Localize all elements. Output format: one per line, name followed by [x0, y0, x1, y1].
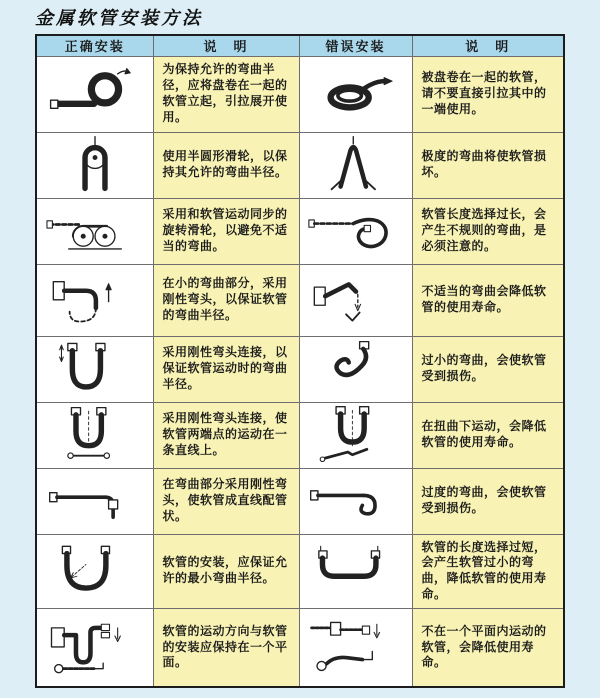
- correct-description-cell: [153, 468, 299, 534]
- table-row: [36, 402, 564, 468]
- correct-description-cell: [153, 198, 299, 264]
- straight-run-rigid-elbow-icon: [45, 470, 145, 528]
- wrong-description-text: 软管长度选择过长，会产生不规则的弯曲，是必须注意的。: [421, 207, 547, 253]
- table-row: [36, 468, 564, 534]
- wrong-description-text: 不在一个平面内运动的软管，会降低使用寿命。: [421, 623, 547, 670]
- table-row: [36, 198, 564, 264]
- wrong-illustration-cell: [299, 132, 412, 198]
- wrong-description-text: 不适当的弯曲会降低软管的使用寿命。: [421, 284, 547, 314]
- wrong-illustration-cell: [299, 336, 412, 402]
- correct-description-text: 使用半圆形滑轮，以保持其允许的弯曲半径。: [162, 149, 288, 179]
- table-row: [36, 264, 564, 336]
- correct-illustration-cell: [36, 608, 153, 687]
- table-row: [36, 336, 564, 402]
- correct-description-text: 为保持允许的弯曲半径，应将盘卷在一起的软管立起，引拉展开使用。: [162, 62, 288, 124]
- correct-description-cell: [153, 402, 299, 468]
- correct-description-cell: [153, 608, 299, 687]
- too-small-bend-icon: [306, 338, 406, 396]
- wrong-description-text: 软管的长度选择过短，会产生软管过小的弯曲，降低软管的使用寿命。: [421, 539, 547, 601]
- semicircular-pulley-icon: [45, 134, 145, 192]
- header-wrong-description: 说 明: [412, 35, 564, 56]
- table-row: [36, 608, 564, 687]
- correct-illustration-cell: [36, 264, 153, 336]
- wrong-description-cell: [412, 56, 564, 132]
- correct-description-cell: [153, 264, 299, 336]
- correct-description-cell: [153, 534, 299, 608]
- extreme-hairpin-bend-icon: [306, 134, 406, 192]
- improper-sharp-bend-icon: [306, 269, 406, 327]
- table-header-row: [36, 35, 564, 56]
- correct-description-cell: [153, 132, 299, 198]
- wrong-description-text: 在扭曲下运动，会降低软管的使用寿命。: [421, 419, 547, 449]
- wrong-description-text: 过度的弯曲，会使软管受到损伤。: [421, 485, 547, 515]
- wrong-illustration-cell: [299, 264, 412, 336]
- wrong-illustration-cell: [299, 402, 412, 468]
- correct-description-text: 软管的安装，应保证允许的最小弯曲半径。: [162, 555, 288, 586]
- table-body: [36, 56, 564, 687]
- wrong-description-text: 过小的弯曲，会使软管受到损伤。: [421, 353, 547, 383]
- wrong-illustration-cell: [299, 608, 412, 687]
- correct-description-cell: [153, 336, 299, 402]
- twisted-u-loop-icon: [306, 404, 406, 462]
- wrong-description-text: 极度的弯曲将使软管损坏。: [421, 149, 547, 179]
- header-correct-description: 说 明: [153, 35, 299, 56]
- correct-illustration-cell: [36, 468, 153, 534]
- overbent-corner-icon: [306, 470, 406, 528]
- wrong-description-cell: [412, 336, 564, 402]
- correct-illustration-cell: [36, 534, 153, 608]
- correct-description-text: 在弯曲部分采用刚性弯头，使软管成直线配管状。: [162, 477, 288, 523]
- synchronized-rollers-icon: [45, 200, 145, 258]
- correct-description-text: 采用刚性弯头连接，使软管两端点的运动在一条直线上。: [162, 411, 288, 457]
- single-plane-trap-icon: [45, 617, 145, 675]
- wrong-description-cell: [412, 264, 564, 336]
- correct-illustration-cell: [36, 56, 153, 132]
- correct-description-text: 采用和软管运动同步的旋转滑轮，以避免不适当的弯曲。: [162, 207, 288, 253]
- wrong-illustration-cell: [299, 534, 412, 608]
- correct-description-text: 在小的弯曲部分，采用刚性弯头，以保证软管的弯曲半径。: [162, 276, 288, 322]
- header-wrong-installation: 错误安装: [299, 35, 412, 56]
- correct-illustration-cell: [36, 198, 153, 264]
- table-row: [36, 56, 564, 132]
- out-of-plane-motion-icon: [306, 617, 406, 675]
- too-short-hose-icon: [306, 540, 406, 598]
- wrong-illustration-cell: [299, 198, 412, 264]
- correct-description-text: 软管的运动方向与软管的安装应保持在一个平面。: [162, 623, 288, 670]
- excess-length-loop-icon: [306, 200, 406, 258]
- correct-description-text: 采用刚性弯头连接，以保证软管运动时的弯曲半径。: [162, 345, 288, 391]
- wrong-illustration-cell: [299, 56, 412, 132]
- header-correct-installation: 正确安装: [36, 35, 153, 56]
- wrong-description-text: 被盘卷在一起的软管，请不要直接引拉其中的一端使用。: [421, 70, 547, 116]
- u-loop-inline-motion-icon: [45, 404, 145, 462]
- correct-description-cell: [153, 56, 299, 132]
- coil-flat-pulled-icon: [306, 63, 406, 121]
- table-row: [36, 534, 564, 608]
- wrong-description-cell: [412, 402, 564, 468]
- coil-upright-unrolled-icon: [45, 63, 145, 121]
- wrong-description-cell: [412, 608, 564, 687]
- wrong-description-cell: [412, 468, 564, 534]
- rigid-elbow-small-bend-icon: [45, 269, 145, 327]
- wrong-description-cell: [412, 198, 564, 264]
- wrong-illustration-cell: [299, 468, 412, 534]
- rigid-elbow-u-loop-icon: [45, 338, 145, 396]
- page-title: 金属软管安装方法: [35, 8, 203, 29]
- correct-illustration-cell: [36, 402, 153, 468]
- wrong-description-cell: [412, 534, 564, 608]
- min-bend-radius-u-icon: [45, 540, 145, 598]
- correct-illustration-cell: [36, 132, 153, 198]
- wrong-description-cell: [412, 132, 564, 198]
- correct-illustration-cell: [36, 336, 153, 402]
- hose-installation-table: [35, 34, 565, 688]
- table-row: [36, 132, 564, 198]
